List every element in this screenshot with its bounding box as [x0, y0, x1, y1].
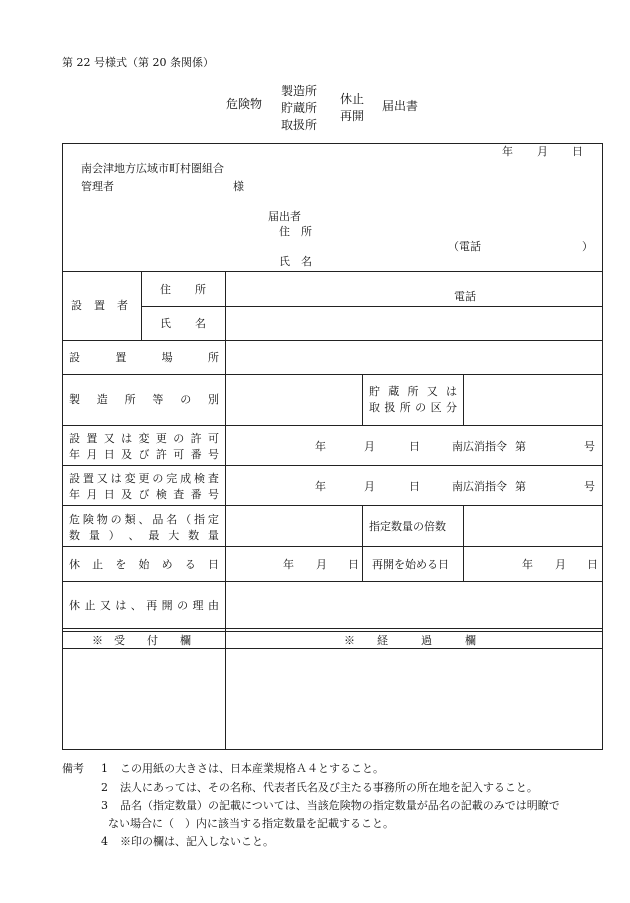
label-char: 変	[124, 472, 136, 485]
label-char: 検	[155, 488, 167, 501]
inspection-month: 月	[364, 480, 375, 493]
label-char: 又	[96, 472, 108, 485]
title-action-2: 再開	[340, 109, 365, 123]
row-line	[62, 648, 603, 649]
resume-label: 再開を始める日	[372, 558, 449, 571]
label-char: 又	[103, 432, 115, 445]
applicant-name-label: 氏 名	[279, 255, 312, 268]
title-facility-3: 取扱所	[281, 118, 318, 132]
label-char: は	[446, 385, 457, 398]
note-text: ない場合に（ ）内に該当する指定数量を記載すること。	[108, 817, 394, 830]
installer-name-label	[160, 318, 206, 329]
label-char: 成	[180, 472, 192, 485]
reason-label	[69, 600, 219, 611]
label-char: 所	[407, 385, 419, 398]
label-char: 由	[207, 599, 219, 612]
label-char: 蔵	[388, 385, 400, 398]
label-char: 所	[207, 351, 219, 364]
row-line	[62, 425, 603, 426]
label-char: は	[121, 432, 133, 445]
label-char: 許	[190, 432, 202, 445]
permit-label-1	[69, 433, 219, 444]
resume-year: 年	[522, 558, 533, 571]
label-char: の	[110, 513, 122, 526]
label-char: 製	[69, 393, 80, 406]
recipient-org: 南会津地方広域市町村圏組合	[81, 162, 224, 175]
label-char: 月	[86, 488, 98, 501]
label-char: 数	[188, 529, 200, 542]
label-char: 可	[173, 448, 185, 461]
label-char: 日	[103, 448, 115, 461]
multiple-label: 指定数量の倍数	[369, 520, 446, 533]
row-line	[62, 465, 603, 466]
label-char: 、	[130, 599, 142, 612]
applicant-address-label: 住 所	[279, 225, 312, 238]
inspection-label-1	[69, 473, 219, 484]
notes-heading: 備考	[62, 762, 84, 775]
note-text: 品名（指定数量）の記載については、当該危険物の指定数量が品名の記載のみでは明瞭で	[120, 799, 560, 812]
label-char: 又	[99, 599, 111, 612]
label-char: 険	[82, 513, 94, 526]
label-char: 日	[103, 488, 115, 501]
label-char: 、	[138, 513, 150, 526]
table-right-border	[602, 143, 603, 749]
label-char: 設	[69, 472, 80, 485]
label-char: 所	[195, 283, 206, 296]
label-char: 氏	[160, 317, 171, 330]
label-char: 名	[195, 317, 206, 330]
label-char: 量	[207, 529, 219, 542]
label-char: 許	[155, 448, 167, 461]
note-number: 1	[101, 762, 108, 775]
permit-number-prefix: 第	[515, 440, 526, 453]
label-char: 置	[86, 432, 98, 445]
label-char: 更	[155, 432, 167, 445]
storage-class-label-1	[369, 386, 457, 397]
inspection-day: 日	[409, 480, 420, 493]
label-char: び	[138, 488, 150, 501]
recipient-honorific: 様	[233, 180, 244, 193]
row-line	[62, 340, 603, 341]
applicant-phone-close: ）	[582, 240, 593, 253]
label-char: 指	[194, 513, 206, 526]
note-text: この用紙の大きさは、日本産業規格Ａ４とすること。	[120, 762, 384, 775]
label-char: び	[138, 448, 150, 461]
label-char: 号	[208, 488, 219, 501]
col-line	[463, 505, 464, 546]
note-text: 法人にあっては、その名称、代表者氏名及び主たる事務所の所在地を記入すること。	[120, 781, 538, 794]
label-char: 置	[82, 472, 94, 485]
note-number: 2	[101, 781, 108, 794]
suspend-start-label	[69, 559, 219, 570]
permit-label-2	[69, 449, 219, 460]
facility-type-label	[69, 394, 219, 405]
form-number: 第 22 号様式（第 20 条関係）	[62, 56, 214, 69]
title-action-1: 休止	[340, 92, 365, 106]
location-label	[69, 352, 219, 363]
title-facility-1: 製造所	[281, 84, 318, 98]
label-char: め	[161, 558, 173, 571]
label-char: は	[115, 599, 127, 612]
label-char: 及	[121, 488, 133, 501]
label-char: 月	[86, 448, 98, 461]
col-line	[362, 505, 363, 546]
note-number: 4	[101, 835, 108, 848]
label-char: 類	[124, 513, 136, 526]
applicant-phone-label: （電話	[448, 240, 481, 253]
hazard-label-2	[69, 530, 219, 541]
label-char: る	[184, 558, 196, 571]
permit-authority: 南広消指令	[452, 440, 507, 453]
col-line	[362, 546, 363, 581]
label-char: 置	[94, 299, 105, 312]
label-char: 止	[92, 558, 104, 571]
installer-phone-label: 電話	[454, 290, 476, 303]
row-line	[62, 628, 603, 629]
hazard-label-1	[69, 514, 219, 525]
row-line	[62, 581, 603, 582]
label-char: 所	[124, 393, 136, 406]
label-char: の	[180, 393, 192, 406]
label-char: を	[115, 558, 127, 571]
storage-class-label-2	[369, 402, 457, 413]
date-month: 月	[537, 145, 548, 158]
label-char: 貯	[369, 385, 380, 398]
date-year: 年	[502, 145, 513, 158]
label-char: 物	[96, 513, 108, 526]
label-char: 品	[152, 513, 164, 526]
label-char: の	[152, 472, 164, 485]
label-char: 者	[117, 299, 128, 312]
label-char: 完	[166, 472, 178, 485]
label-char: 区	[430, 401, 442, 414]
label-char: 号	[208, 448, 219, 461]
row-line	[62, 505, 603, 506]
label-char: 変	[138, 432, 150, 445]
label-char: 査	[207, 472, 219, 485]
label-char: 日	[207, 558, 219, 571]
label-char: 数	[69, 529, 80, 542]
table-left-border	[62, 143, 63, 749]
label-char: 場	[161, 351, 173, 364]
label-char: 及	[121, 448, 133, 461]
label-char: 扱	[384, 401, 396, 414]
suspend-month: 月	[316, 558, 327, 571]
label-char: 検	[194, 472, 206, 485]
label-char: （	[180, 513, 192, 526]
col-line	[463, 374, 464, 425]
suspend-day: 日	[348, 558, 359, 571]
label-char: 年	[69, 488, 80, 501]
inspection-number-suffix: 号	[584, 480, 595, 493]
col-line	[463, 546, 464, 581]
label-char: 置	[115, 351, 127, 364]
table-bottom-border	[62, 749, 603, 750]
label-char: 設	[71, 299, 82, 312]
label-char: 量	[88, 529, 100, 542]
label-char: 休	[69, 599, 80, 612]
permit-day: 日	[409, 440, 420, 453]
permit-year: 年	[315, 440, 326, 453]
label-char: 設	[69, 432, 80, 445]
label-char: 造	[96, 393, 108, 406]
label-char: ）	[108, 529, 120, 542]
applicant-label: 届出者	[268, 210, 301, 223]
row-line	[62, 374, 603, 375]
label-char: 最	[148, 529, 160, 542]
label-char: 大	[168, 529, 180, 542]
label-char: 取	[369, 401, 380, 414]
permit-month: 月	[364, 440, 375, 453]
label-char: 定	[207, 513, 219, 526]
label-char: 休	[69, 558, 80, 571]
date-day: 日	[572, 145, 583, 158]
reception-label: ※ 受 付 欄	[92, 634, 191, 647]
resume-day: 日	[587, 558, 598, 571]
label-char: 査	[173, 488, 185, 501]
label-char: 危	[69, 513, 80, 526]
label-char: 可	[208, 432, 219, 445]
label-char: 設	[69, 351, 80, 364]
col-line	[225, 271, 226, 749]
label-char: 住	[160, 283, 171, 296]
label-char: は	[110, 472, 122, 485]
label-char: の	[177, 599, 189, 612]
col-line	[362, 374, 363, 425]
label-char: 開	[161, 599, 173, 612]
title-facility-2: 貯蔵所	[281, 101, 318, 115]
label-char: の	[415, 401, 427, 414]
label-char: 年	[69, 448, 80, 461]
inspection-label-2	[69, 489, 219, 500]
label-char: 理	[192, 599, 204, 612]
row-line	[62, 271, 603, 272]
label-char: の	[173, 432, 185, 445]
label-char: 、	[128, 529, 140, 542]
title-suffix: 届出書	[382, 99, 419, 113]
note-text: ※印の欄は、記入しないこと。	[120, 835, 274, 848]
label-char: 番	[190, 448, 202, 461]
row-line	[62, 546, 603, 547]
note-number: 3	[101, 799, 108, 812]
col-line	[141, 271, 142, 340]
label-char: 更	[138, 472, 150, 485]
installer-label	[71, 300, 128, 311]
resume-month: 月	[555, 558, 566, 571]
label-char: 再	[146, 599, 158, 612]
label-char: 分	[445, 401, 457, 414]
suspend-year: 年	[283, 558, 294, 571]
table-top-border	[62, 143, 603, 144]
label-char: 番	[190, 488, 202, 501]
installer-address-label	[160, 284, 206, 295]
inspection-number-prefix: 第	[515, 480, 526, 493]
label-char: 名	[166, 513, 178, 526]
inspection-authority: 南広消指令	[452, 480, 507, 493]
inspection-year: 年	[315, 480, 326, 493]
label-char: 別	[207, 393, 219, 406]
recipient-title: 管理者	[81, 180, 114, 193]
title-prefix: 危険物	[226, 97, 263, 111]
label-char: 又	[426, 385, 438, 398]
row-line	[141, 306, 603, 307]
label-char: 始	[138, 558, 150, 571]
progress-label: ※ 経 過 欄	[344, 634, 476, 647]
label-char: 等	[152, 393, 164, 406]
row-line	[62, 631, 603, 632]
label-char: 所	[399, 401, 411, 414]
permit-number-suffix: 号	[584, 440, 595, 453]
label-char: 止	[84, 599, 96, 612]
